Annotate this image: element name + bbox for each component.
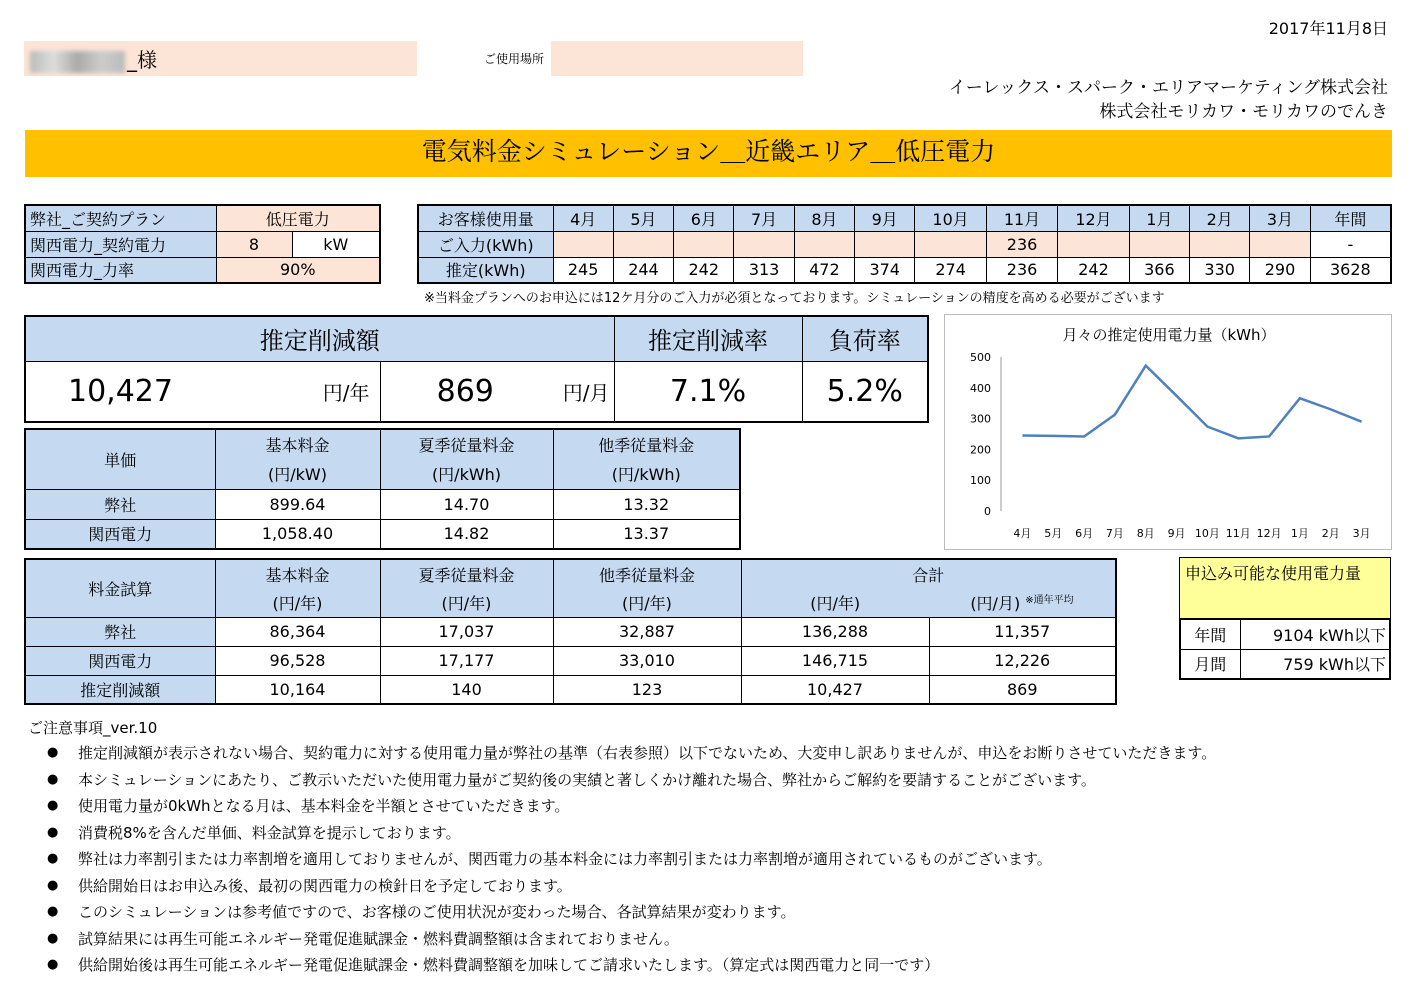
up-row-ours	[25, 489, 740, 519]
x-tick-label: 3月	[1352, 527, 1371, 540]
power-unit: kW	[292, 231, 380, 257]
location-box	[551, 41, 803, 76]
usage-month-header: 3月	[1250, 205, 1310, 231]
usage-month-header: 7月	[734, 205, 794, 231]
usage-est-cell: 242	[1058, 257, 1129, 283]
issue-date: 2017年11月8日	[1268, 19, 1388, 38]
calc-row-reduction	[25, 675, 1116, 704]
calc-cell: 136,288	[741, 617, 929, 646]
plan-label: 弊社_ご契約プラン	[25, 205, 216, 231]
usage-est-cell: 274	[915, 257, 986, 283]
reduction-rate: 7.1%	[614, 361, 802, 422]
usage-month-header: 10月	[915, 205, 986, 231]
limit-row-value: 759 kWh以下	[1240, 649, 1390, 679]
usage-month-header: 5月	[613, 205, 673, 231]
calc-label: 料金試算	[25, 559, 215, 617]
usage-est-cell: 245	[553, 257, 613, 283]
usage-month-header: 年間	[1310, 205, 1391, 231]
up-cell: 13.37	[553, 519, 740, 549]
up-col-summer-unit: (円/kWh)	[380, 459, 553, 489]
note-item: ● 試算結果には再生可能エネルギー発電促進賦課金・燃料費調整額は含まれておりません。	[28, 926, 1216, 953]
calc-total-month-unit	[929, 588, 1116, 617]
calc-cell: 10,427	[741, 675, 929, 704]
input-label: ご入力(kWh)	[418, 231, 553, 257]
x-tick-label: 10月	[1194, 527, 1220, 540]
usage-input-cell[interactable]	[1129, 231, 1189, 257]
note-item: ● 供給開始日はお申込み後、最初の関西電力の検針日を予定しております。	[28, 873, 1216, 900]
calc-row-ours	[25, 617, 1116, 646]
calc-col-basic: 基本料金	[215, 559, 380, 588]
note-item: ● このシミュレーションは参考値ですので、お客様のご使用状況が変わった場合、各試算結果が変わります。	[28, 899, 1216, 926]
usage-header: お客様使用量	[418, 205, 553, 231]
calc-col-summer: 夏季従量料金	[380, 559, 553, 588]
page-title: 電気料金シミュレーション＿近畿エリア＿低圧電力	[25, 130, 1392, 177]
note-item: ● 推定削減額が表示されない場合、契約電力に対する使用電力量が弊社の基準（右表参照）以下でないため、大変申し訳ありませんが、申込をお断りさせていただきます。	[28, 740, 1216, 767]
yearly-reduction: 10,427	[25, 361, 215, 422]
load-factor: 5.2%	[802, 361, 928, 422]
rate-label: 推定削減率	[614, 316, 802, 361]
x-tick-label: 7月	[1105, 527, 1124, 540]
calc-col-total: 合計	[741, 559, 1116, 588]
calc-cell: 17,037	[380, 617, 553, 646]
usage-est-cell: 290	[1250, 257, 1310, 283]
monthly-unit: 円/月	[550, 361, 614, 422]
customer-suffix: _様	[127, 48, 157, 72]
usage-month-header: 9月	[855, 205, 915, 231]
up-cell: 14.82	[380, 519, 553, 549]
y-tick-label: 0	[984, 505, 991, 518]
power-label: 関西電力_契約電力	[25, 231, 216, 257]
load-label: 負荷率	[802, 316, 928, 361]
usage-input-cell[interactable]	[613, 231, 673, 257]
chart-series-line	[1022, 366, 1361, 439]
x-tick-label: 12月	[1256, 527, 1282, 540]
limit-title: 申込み可能な使用電力量	[1179, 557, 1391, 619]
up-cell: 1,058.40	[215, 519, 380, 549]
usage-month-header: 1月	[1129, 205, 1189, 231]
chart-title: 月々の推定使用電力量（kWh）	[1062, 326, 1276, 344]
usage-input-cell[interactable]	[915, 231, 986, 257]
company-block	[949, 76, 1388, 124]
power-value: 8	[216, 231, 292, 257]
x-tick-label: 9月	[1167, 527, 1186, 540]
usage-chart	[944, 314, 1392, 550]
calc-col-basic-unit: (円/年)	[215, 588, 380, 617]
note-item: ● 供給開始後は再生可能エネルギー発電促進賦課金・燃料費調整額を加味してご請求いたします。（算定式は関西電力と同一です）	[28, 952, 1216, 979]
calc-col-summer-unit: (円/年)	[380, 588, 553, 617]
reduction-label: 推定削減額	[25, 316, 614, 361]
up-col-other: 他季従量料金	[553, 429, 740, 459]
usage-month-header: 2月	[1190, 205, 1250, 231]
est-label: 推定(kWh)	[418, 257, 553, 283]
usage-month-header: 6月	[674, 205, 734, 231]
x-tick-label: 6月	[1075, 527, 1094, 540]
usage-month-header: 11月	[986, 205, 1057, 231]
up-row-label: 弊社	[25, 489, 215, 519]
up-cell: 13.32	[553, 489, 740, 519]
up-cell: 14.70	[380, 489, 553, 519]
calc-cell: 32,887	[553, 617, 741, 646]
limit-row-label: 年間	[1180, 619, 1240, 649]
calc-cell: 869	[929, 675, 1116, 704]
x-tick-label: 2月	[1321, 527, 1340, 540]
usage-chart-svg	[945, 315, 1393, 551]
y-tick-label: 400	[970, 381, 991, 395]
company-name-1: イーレックス・スパーク・エリアマーケティング株式会社	[948, 78, 1388, 98]
usage-month-header: 4月	[553, 205, 613, 231]
up-col-summer: 夏季従量料金	[380, 429, 553, 459]
usage-est-cell: 244	[613, 257, 673, 283]
usage-input-cell[interactable]	[1058, 231, 1129, 257]
summary-table	[24, 315, 929, 423]
usage-est-cell: 3628	[1310, 257, 1391, 283]
usage-est-cell: 366	[1129, 257, 1189, 283]
calc-cell: 17,177	[380, 646, 553, 675]
calc-total-year-unit: (円/年)	[741, 588, 929, 617]
monthly-reduction: 869	[380, 361, 550, 422]
usage-note: ※当料金プランへのお申込には12ケ月分のご入力が必須となっております。シミュレーションの精度を高める必要がございます	[424, 291, 1165, 306]
usage-input-cell[interactable]: -	[1310, 231, 1391, 257]
usage-est-cell: 472	[794, 257, 854, 283]
unit-price-label: 単価	[25, 429, 215, 489]
up-col-basic: 基本料金	[215, 429, 380, 459]
usage-input-cell[interactable]	[855, 231, 915, 257]
calc-cell: 11,357	[929, 617, 1116, 646]
company-name-2: 株式会社モリカワ・モリカワのでんき	[1099, 102, 1388, 122]
up-row-kepco	[25, 519, 740, 549]
calc-row-label: 関西電力	[25, 646, 215, 675]
up-col-other-unit: (円/kWh)	[553, 459, 740, 489]
calc-cell: 123	[553, 675, 741, 704]
calc-cell: 140	[380, 675, 553, 704]
limit-row-label: 月間	[1180, 649, 1240, 679]
limit-row-value: 9104 kWh以下	[1240, 619, 1390, 649]
usage-est-cell: 330	[1190, 257, 1250, 283]
calc-col-other-unit: (円/年)	[553, 588, 741, 617]
calc-cell: 12,226	[929, 646, 1116, 675]
usage-input-cell[interactable]	[1250, 231, 1310, 257]
redacted-name	[30, 51, 125, 73]
usage-est-cell: 242	[674, 257, 734, 283]
avg-note: ※通年平均	[1025, 594, 1074, 606]
usage-input-cell[interactable]	[1190, 231, 1250, 257]
calc-month-unit-text: (円/月)	[970, 593, 1021, 613]
usage-month-header: 8月	[794, 205, 854, 231]
usage-input-cell[interactable]	[794, 231, 854, 257]
note-item: ● 使用電力量が0kWhとなる月は、基本料金を半額とさせていただきます。	[28, 793, 1216, 820]
usage-est-cell: 313	[734, 257, 794, 283]
notes	[28, 717, 1216, 979]
notes-list	[28, 740, 1216, 979]
contract-table	[24, 204, 381, 284]
calc-row-kepco	[25, 646, 1116, 675]
notes-title: ご注意事項_ver.10	[28, 719, 158, 737]
usage-est-cell: 236	[986, 257, 1057, 283]
calc-cell: 146,715	[741, 646, 929, 675]
usage-input-cell[interactable]	[674, 231, 734, 257]
usage-table	[417, 204, 1392, 284]
usage-input-cell[interactable]: 236	[986, 231, 1057, 257]
calc-cell: 86,364	[215, 617, 380, 646]
yearly-unit: 円/年	[215, 361, 380, 422]
x-tick-label: 8月	[1136, 527, 1155, 540]
y-tick-label: 300	[970, 412, 991, 426]
usage-est-cell: 374	[855, 257, 915, 283]
calc-row-label: 推定削減額	[25, 675, 215, 704]
calc-cell: 33,010	[553, 646, 741, 675]
y-tick-label: 100	[970, 474, 991, 488]
calc-cell: 10,164	[215, 675, 380, 704]
note-item: ● 消費税8%を含んだ単価、料金試算を提示しております。	[28, 820, 1216, 847]
calc-cell: 96,528	[215, 646, 380, 675]
x-tick-label: 4月	[1013, 527, 1032, 540]
pf-label: 関西電力_力率	[25, 257, 216, 283]
up-col-basic-unit: (円/kW)	[215, 459, 380, 489]
calc-col-other: 他季従量料金	[553, 559, 741, 588]
unit-price-table	[24, 428, 741, 550]
note-item: ● 本シミュレーションにあたり、ご教示いただいた使用電力量がご契約後の実績と著しくかけ離れた場合、弊社からご解約を要請することがございます。	[28, 767, 1216, 794]
location-label: ご使用場所	[484, 52, 545, 66]
x-tick-label: 5月	[1044, 527, 1063, 540]
up-cell: 899.64	[215, 489, 380, 519]
x-tick-label: 1月	[1290, 527, 1309, 540]
calc-row-label: 弊社	[25, 617, 215, 646]
limit-table	[1179, 618, 1391, 680]
y-tick-label: 500	[970, 351, 991, 364]
usage-input-cell[interactable]	[553, 231, 613, 257]
usage-month-header: 12月	[1058, 205, 1129, 231]
usage-input-cell[interactable]	[734, 231, 794, 257]
y-tick-label: 200	[970, 443, 991, 457]
x-tick-label: 11月	[1225, 527, 1251, 540]
pf-value: 90%	[216, 257, 380, 283]
plan-value: 低圧電力	[216, 205, 380, 231]
calc-table	[24, 558, 1117, 705]
customer-name	[30, 44, 157, 73]
up-row-label: 関西電力	[25, 519, 215, 549]
note-item: ● 弊社は力率割引または力率割増を適用しておりませんが、関西電力の基本料金には力率割引または力率割増が適用されているものがございます。	[28, 846, 1216, 873]
